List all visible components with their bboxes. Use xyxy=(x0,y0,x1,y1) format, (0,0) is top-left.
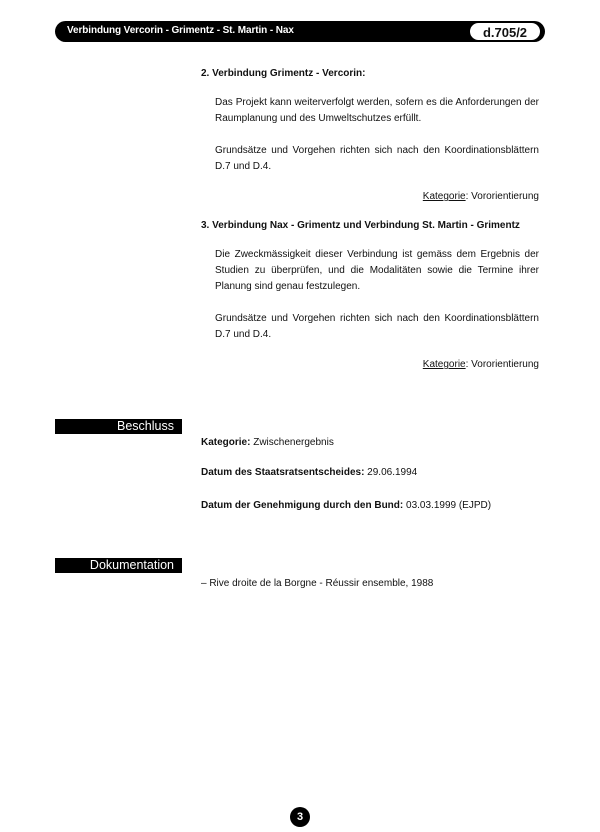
beschluss-kategorie xyxy=(201,436,334,450)
datum-bund-value: 03.03.1999 (EJPD) xyxy=(403,500,492,511)
section-3-heading: 3. Verbindung Nax - Grimentz und Verbindung St. Martin - Grimentz xyxy=(201,220,520,231)
document-code-badge: d.705/2 xyxy=(469,22,541,41)
section-3-paragraph-2: Grundsätze und Vorgehen richten sich nach den Koordinationsblättern D.7 und D.4. xyxy=(215,313,539,340)
section-2-category xyxy=(201,189,539,205)
datum-bund-key: Datum der Genehmigung durch den Bund: xyxy=(201,500,404,511)
section-3-paragraph-1: Die Zweckmässigkeit dieser Verbindung ist gemäss dem Ergebnis der Studien zu überprüfen, und die Modalitäten sowie die Termine ihrer Planung sind genau festzulegen. xyxy=(215,249,539,292)
kategorie-value: Zwischenergebnis xyxy=(250,437,334,448)
datum-staatsrat-value: 29.06.1994 xyxy=(364,467,418,478)
beschluss-label: Beschluss xyxy=(55,419,182,434)
category-value: : Vororientierung xyxy=(465,359,539,370)
section-3-category xyxy=(201,357,539,373)
document-title: Verbindung Vercorin - Grimentz - St. Martin - Nax xyxy=(67,25,294,36)
dokumentation-item: – Rive droite de la Borgne - Réussir ensemble, 1988 xyxy=(201,578,434,589)
category-label: Kategorie xyxy=(422,191,466,202)
category-label: Kategorie xyxy=(422,359,466,370)
beschluss-datum-staatsrat xyxy=(201,466,417,480)
section-2-paragraph-1: Das Projekt kann weiterverfolgt werden, sofern es die Anforderungen der Raumplanung und des Umweltschutzes erfüllt. xyxy=(215,97,539,124)
beschluss-datum-bund xyxy=(201,499,491,513)
section-2-heading: 2. Verbindung Grimentz - Vercorin: xyxy=(201,68,366,79)
datum-staatsrat-key: Datum des Staatsratsentscheides: xyxy=(201,467,365,478)
kategorie-key: Kategorie: xyxy=(201,437,251,448)
main-content xyxy=(201,66,539,373)
page-number-badge: 3 xyxy=(290,807,310,827)
dokumentation-label: Dokumentation xyxy=(55,558,182,573)
section-2-paragraph-2: Grundsätze und Vorgehen richten sich nach den Koordinationsblättern D.7 und D.4. xyxy=(215,145,539,172)
category-value: : Vororientierung xyxy=(465,191,539,202)
